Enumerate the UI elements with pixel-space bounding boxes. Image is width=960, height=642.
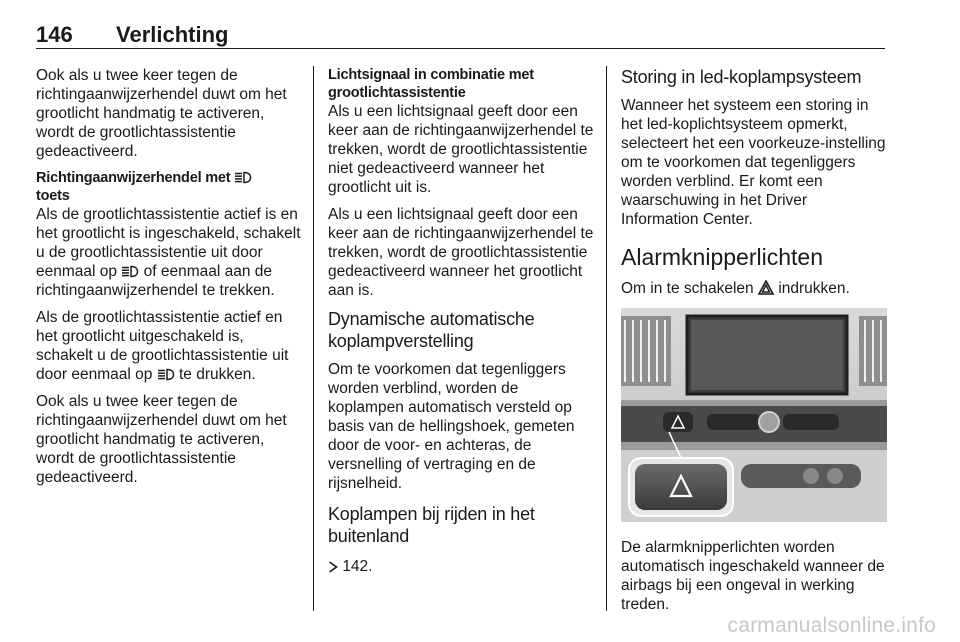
column-divider-1 bbox=[313, 66, 314, 611]
heading-driving-abroad: Koplampen bij rijden in het buitenland bbox=[328, 504, 535, 546]
high-beam-icon bbox=[234, 171, 252, 184]
hazard-warning-icon bbox=[758, 280, 774, 295]
paragraph: Als u een lichtsignaal geeft door een keer aan de richtingaanwijzerhendel te trekken, wordt de grootlichtassistentie niet gedeactiveerd wanneer het grootlicht uit is. bbox=[328, 103, 594, 196]
paragraph: Als de grootlichtassistentie actief en het grootlicht uitgeschakeld is, schakelt u de grootlichtassistentie uit door eenmaal op te drukken. bbox=[36, 309, 289, 383]
air-vent-right bbox=[859, 316, 887, 386]
column-divider-2 bbox=[606, 66, 607, 611]
high-beam-icon bbox=[157, 368, 175, 381]
subheading-high-beam-lever: Richtingaanwijzerhendel met toets bbox=[36, 169, 304, 205]
paragraph: Ook als u twee keer tegen de richtingaanwijzerhendel duwt om het grootlicht handmatig te activeren, wordt de grootlichtassistentie gedeactiveerd. bbox=[36, 67, 287, 160]
column-middle bbox=[328, 66, 594, 584]
hazard-button-photo bbox=[621, 308, 887, 522]
page-reference-icon bbox=[328, 561, 338, 573]
watermark: carmanualsonline.info bbox=[727, 614, 936, 637]
paragraph: Ook als u twee keer tegen de richtingaanwijzerhendel duwt om het grootlicht handmatig te activeren, wordt de grootlichtassistentie gedeactiveerd. bbox=[36, 393, 287, 486]
paragraph: Als u een lichtsignaal geeft door een keer aan de richtingaanwijzerhendel te trekken, wordt de grootlichtassistentie gedeactiveerd wanneer het grootlicht aan is. bbox=[328, 206, 594, 299]
heading-led-fault: Storing in led-koplampsysteem bbox=[621, 67, 862, 87]
paragraph: Wanneer het systeem een storing in het led-koplichtsysteem opmerkt, selecteert het een voorkeuze-instelling om te voorkomen dat tegenliggers worden verblind. Er komt een waarschuwing in het Driver Information Center. bbox=[621, 97, 886, 228]
page-header bbox=[36, 16, 885, 49]
paragraph: De alarmknipperlichten worden automatisch ingeschakeld wanneer de airbags bij een ongeval in werking treden. bbox=[621, 539, 885, 613]
high-beam-icon bbox=[121, 265, 139, 278]
chapter-title: Verlichting bbox=[116, 22, 229, 47]
column-right bbox=[621, 66, 887, 622]
air-vent-left bbox=[621, 316, 671, 386]
heading-dynamic-leveling: Dynamische automatische koplampverstelling bbox=[328, 309, 535, 351]
page-number: 146 bbox=[36, 22, 73, 47]
heading-hazard-lights: Alarmknipperlichten bbox=[621, 244, 823, 270]
paragraph: Om in te schakelen indrukken. bbox=[621, 280, 850, 297]
paragraph: Als de grootlichtassistentie actief is en het grootlicht is ingeschakeld, schakelt u de grootlichtassistentie uit door eenmaal op of eenmaal aan de richtingaanwijzerhendel te trekken. bbox=[36, 206, 301, 299]
page-reference[interactable]: 142. bbox=[328, 557, 594, 576]
paragraph: Om te voorkomen dat tegenliggers worden verblind, worden de koplampen automatisch versteld op basis van de hellingshoek, gemeten door de voor- en achteras, de versnelling of vertraging en de rijsnelheid. bbox=[328, 361, 575, 492]
subheading-flash-signal: Lichtsignaal in combinatie met grootlichtassistentie bbox=[328, 67, 534, 101]
column-left bbox=[36, 66, 304, 495]
